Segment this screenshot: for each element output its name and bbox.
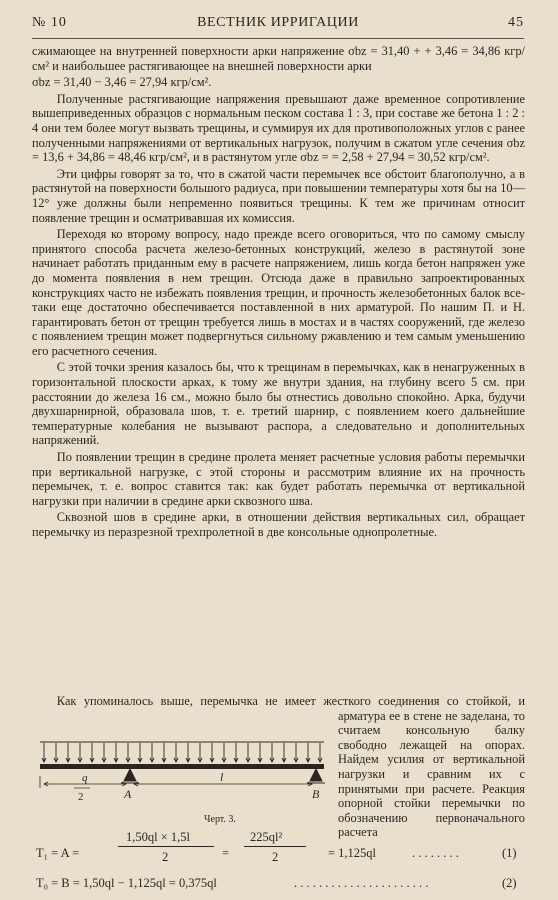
beam [40,764,324,769]
formula1-denominator-1: 2 [162,850,169,864]
journal-title: ВЕСТНИК ИРРИГАЦИИ [197,15,359,30]
load-arrows [40,742,324,762]
formula1-equals: = [222,846,230,860]
formula1-number: (1) [502,846,517,860]
paragraph-8: Сквозной шов в средине арки, в отношении действия вертикальных сил, обращает перемычку из перазрезной трехпролетной в две консольные однопролетные. [32,510,525,539]
paragraph-6: С этой точки зрения казалось бы, что к трещинам в перемычках, как в ненагруженных в горизонтальной плоскости арках, к тому же внутри здания, на глубину всего 5 см. при расстоянии до железа 16 см., можно было бы отнестись довольно спокойно. Арка, будучи двухшарнирной, образовала шов, т. е. третий шарнир, с появлением коего дальнейшие температурные колебания не вызывают распора, а следовательно и дополнительных напряжений. [32,360,525,448]
support-b [307,769,325,783]
header-rule [32,38,524,39]
formula1-numerator-1: 1,50ql × 1,5l [126,830,190,844]
label-half: 2 [78,791,84,803]
paragraph-3: Полученные растягивающие напряжения превышают даже временное сопротивление вышеприведенных образцов с нормальным песком состава 1 : 3, при составе же бетона 1 : 2 : 4 они тем более могут вызвать трещины, и суммируя их для противоположных углов с ранее полученными напряжениями от вертикальных нагрузок, получим в сжатом угле сечения σbz = 13,6 + 34,86 = 48,46 кгр/см², и в растянутом угле σbz = = 2,58 + 27,94 = 30,52 кгр/см². [32,91,525,165]
issue-number: № 10 [32,15,67,30]
formula1-leader-dots: . . . . . . . . [412,846,459,860]
formula2-text: T₀ = B = 1,50ql − 1,125ql = 0,375ql [36,876,217,890]
body-text [32,44,525,542]
paragraph-5: Переходя ко второму вопросу, надо прежде всего оговориться, что по самому смыслу принятого способа расчета железо-бетонных конструкций, железо в растянутой зоне начинает работать приданным ему в расчете напряжением, лишь когда бетон напряжен уже до момента появления в нем трещин. Отсюда даже в правильно запроектированных конструкциях часто не избежать появления трещин, и прочность железобетонных балок все-таки еще достаточно обеспечивается поставленной в них арматурой. По нашим П. и Н. гарантировать бетон от трещин требуется лишь в мостах и в частях сооружений, где железо с появлением трещин может подвергнуться сильному ржавлению и тем самым уменьшению его расчетного сечения. [32,227,525,358]
page-number: 45 [508,15,524,30]
figure-caption: Черт. 3. [204,814,236,825]
arrows-group [42,743,322,762]
page-header [32,16,524,38]
paragraph-2: σbz = 31,40 − 3,46 = 27,94 кгр/см². [32,75,212,90]
formula1-result: = 1,125ql [328,846,377,860]
beam-diagram [32,736,332,826]
paragraph-1: сжимающее на внутренней поверхности арки напряжение σbz = 31,40 + + 3,46 = 34,86 кгр/см² и наибольшее растягивающее на внешней поверхности арки [32,44,525,73]
formula1-fraction-bar-1 [118,846,214,847]
formula2-leader-dots: . . . . . . . . . . . . . . . . . . . . . . [294,876,429,890]
paragraph-4: Эти цифры говорят за то, что в сжатой части перемычек все обстоит благополучно, а в растянутой на поверхности большого радиуса, при повышении температуры хотя бы на 10—12° уже должны были непременно появиться трещины. К тем же причинам относит появление трещин и осматривавшая их комиссия. [32,166,525,225]
formulas [32,826,525,896]
formula2-number: (2) [502,876,517,890]
label-b: B [312,787,320,801]
support-a [121,769,139,783]
label-q: q [82,772,88,784]
label-l: l [220,770,224,784]
label-a: A [124,787,132,801]
formula1-lhs: T₁ = A = [36,846,80,860]
paragraph-7: По появлении трещин в средине пролета меняет расчетные условия работы перемычки при вертикальной нагрузке, с этой стороны и рассмотрим влияние их на прочность перемычек, т. е. вопрос ставится так: как будет работать перемычка от вертикальной нагрузки при наличии в средине арки сквозного шва. [32,450,525,508]
dimension-lines [40,776,312,788]
formula1-denominator-2: 2 [272,850,279,864]
paragraph-9: Как упоминалось выше, перемычка не имеет жесткого соединения со стойкой, и арматура ее в стене не заделана, то считаем консольную балку свободно лежащей на опорах. Найдем усилия от вертикальной нагрузки и сравним их с принятыми при расчете. Реакция опорной стойки перемычки по обозначению первоначального расчета [56,694,525,840]
formula1-numerator-2: 225ql² [250,830,283,844]
formula1-fraction-bar-2 [244,846,306,847]
